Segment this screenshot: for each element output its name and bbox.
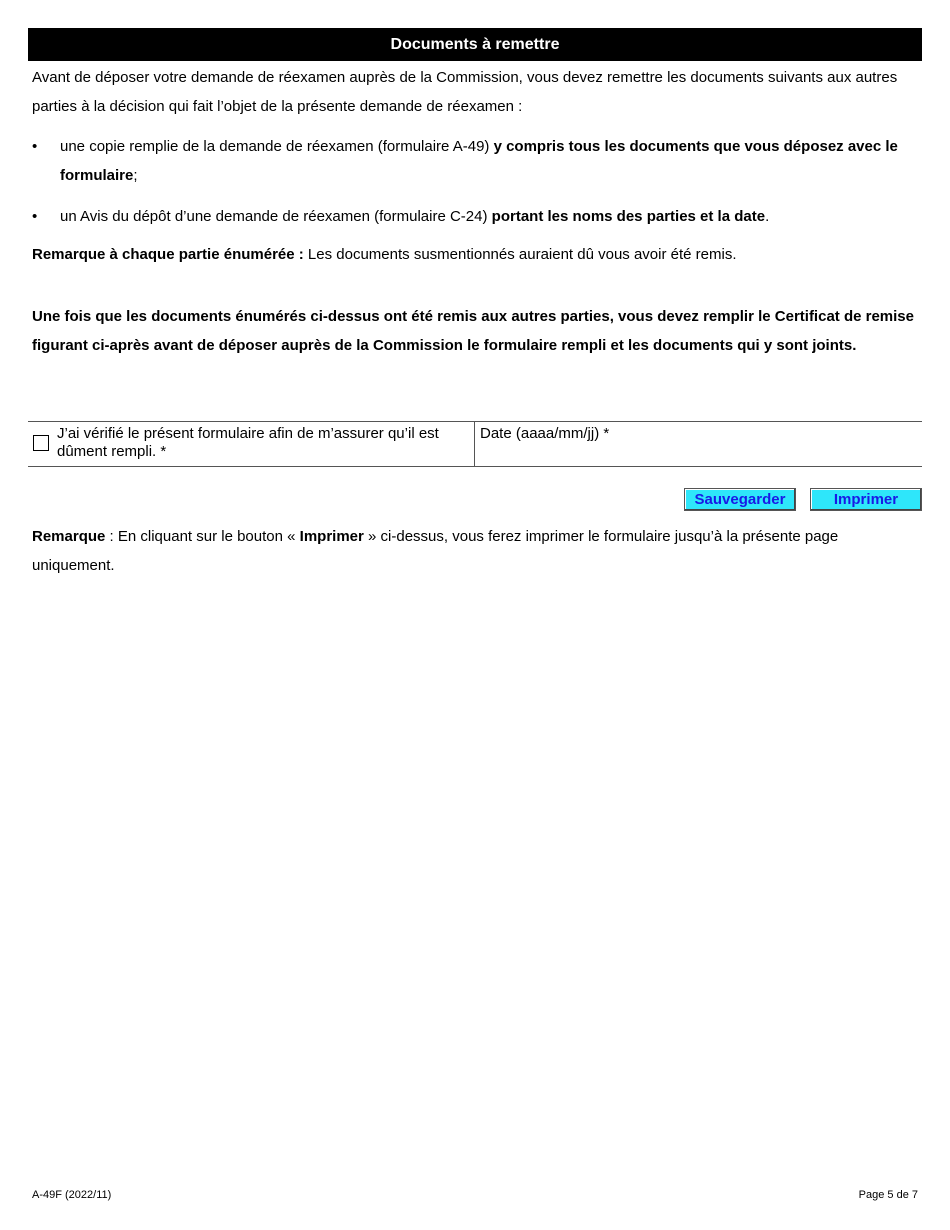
print-button[interactable]: Imprimer — [810, 488, 922, 511]
remark-parties — [32, 240, 917, 269]
remark-parties-text: Les documents susmentionnés auraient dû vous avoir été remis. — [303, 246, 737, 263]
remark-print — [32, 522, 917, 580]
remark-parties-label: Remarque à chaque partie énumérée : — [32, 246, 304, 263]
certification-table — [28, 421, 922, 467]
bullet-icon: • — [32, 138, 38, 155]
list-item — [32, 132, 917, 190]
form-code: A-49F (2022/11) — [32, 1189, 112, 1201]
bullet-icon: • — [32, 208, 38, 225]
bullet-text: un Avis du dépôt d’une demande de réexamen (formulaire C-24) — [60, 208, 492, 225]
section-header — [28, 28, 922, 61]
date-label: Date (aaaa/mm/jj) * — [480, 425, 610, 442]
save-button[interactable]: Sauvegarder — [684, 488, 796, 511]
verification-checkbox[interactable] — [33, 435, 49, 451]
remark-print-label: Remarque — [32, 528, 106, 545]
date-cell — [475, 422, 922, 466]
bullet-bold-text: portant les noms des parties et la date — [491, 208, 766, 225]
bullet-bold-text: y compris tous les documents que vous déposez avec le formulaire — [60, 138, 898, 184]
remark-print-text-2: » ci-dessus, vous ferez imprimer le formulaire jusqu’à la présente page uniquement. — [32, 528, 839, 574]
section-title: Documents à remettre — [390, 35, 560, 53]
instruction-paragraph: Une fois que les documents énumérés ci-dessus ont été remis aux autres parties, vous devez remplir le Certificat de remise figurant ci-après avant de déposer auprès de la Commission le formulaire rempli et les documents qui y sont joints. — [32, 308, 914, 354]
page-number: Page 5 de 7 — [858, 1189, 918, 1201]
list-item — [32, 202, 917, 231]
remark-print-text-1: : En cliquant sur le bouton « — [105, 528, 300, 545]
bullet-tail: . — [765, 208, 770, 225]
certification-cell — [28, 422, 475, 466]
intro-paragraph: Avant de déposer votre demande de réexamen auprès de la Commission, vous devez remettre les documents suivants aux autres parties à la décision qui fait l’objet de la présente demande de réexamen : — [32, 69, 898, 115]
verification-label: J’ai vérifié le présent formulaire afin de m’assurer qu’il est dûment rempli. * — [57, 425, 439, 460]
bullet-text: une copie remplie de la demande de réexamen (formulaire A-49) — [60, 138, 494, 155]
remark-print-button-name: Imprimer — [299, 528, 364, 545]
bullet-tail: ; — [133, 167, 138, 184]
date-field[interactable] — [480, 444, 910, 462]
